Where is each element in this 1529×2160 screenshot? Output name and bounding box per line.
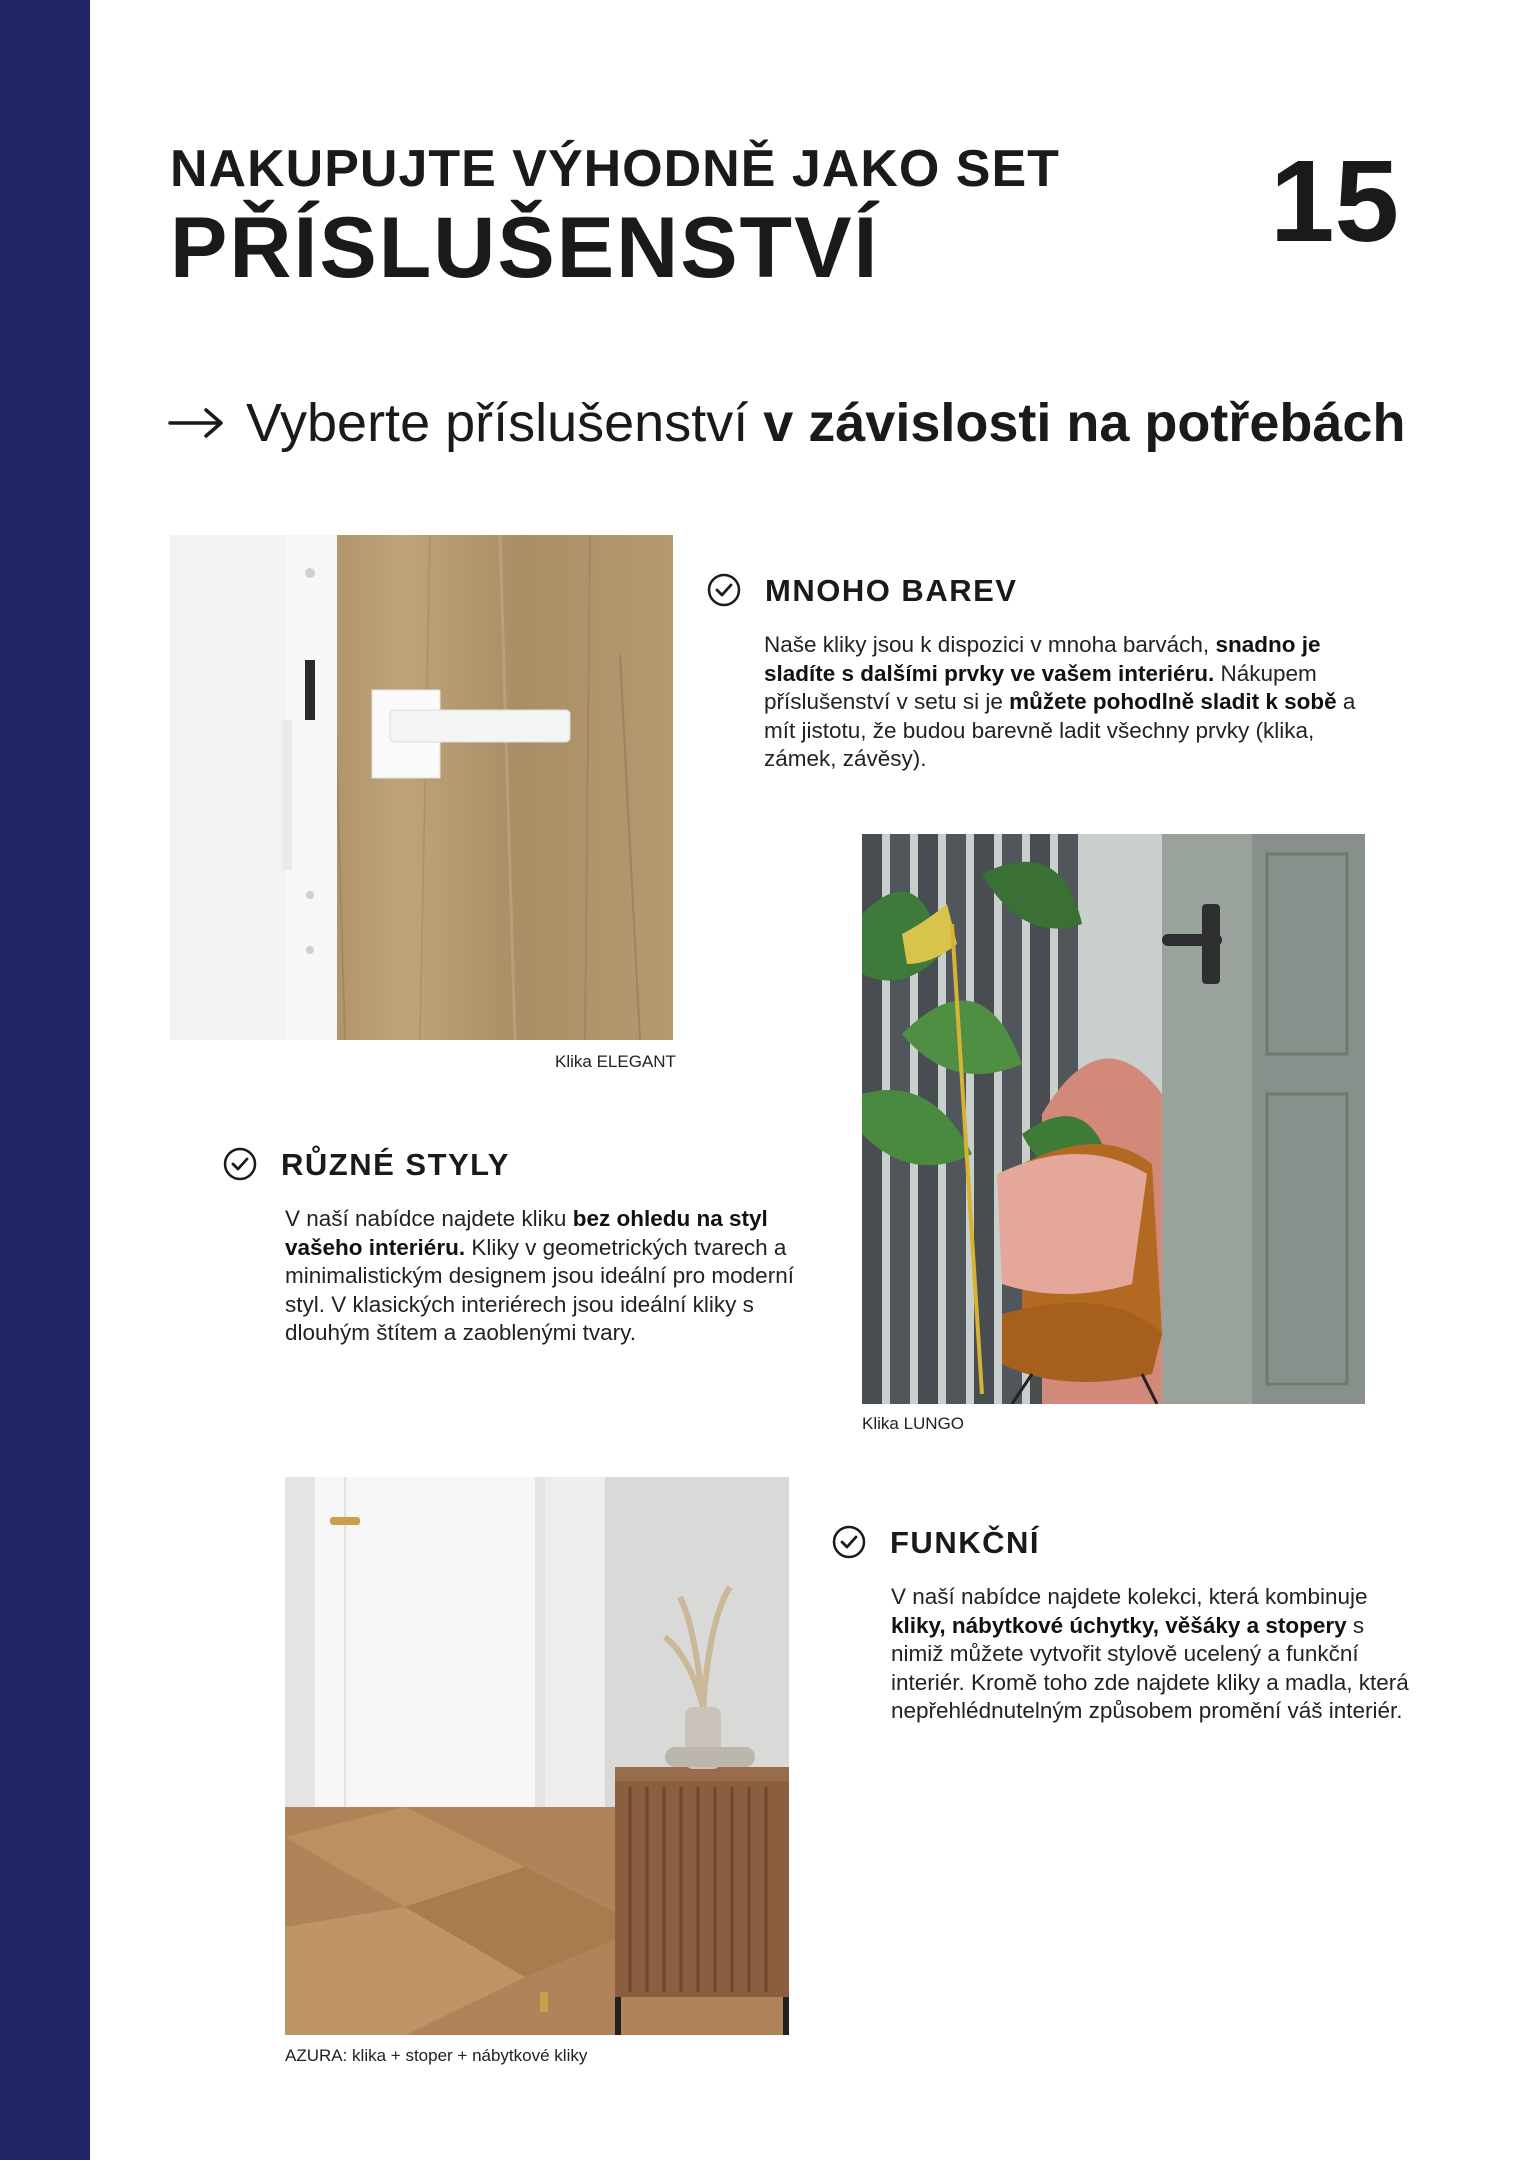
check-circle-icon [832,1525,866,1559]
tagline-bold: v závislosti na potřebách [763,393,1406,453]
check-circle-icon [223,1147,257,1181]
text-bold: snadno je sladíte s dalšími prvky ve vašem interiéru. [764,632,1321,686]
caption-azura: AZURA: klika + stoper + nábytkové kliky [285,2046,588,2065]
text-part: Nákupem příslušenství v setu si je [764,660,1317,714]
text-bold: kliky, nábytkové úchytky, věšáky a stopery [891,1612,1347,1638]
caption-klika-elegant: Klika ELEGANT [555,1052,676,1071]
feature-title-text: MNOHO BAREV [765,572,1018,608]
feature-title-text: FUNKČNÍ [890,1524,1040,1560]
text-part: Kliky v geometrických tvarech a minimalistickým designem jsou ideální pro moderní styl. V klasických interiérech jsou ideální kliky s dlouhým štítem a zaoblenými tvary. [285,1234,794,1345]
page-number: 15 [1269,136,1399,266]
text-part: V naší nabídce najdete kolekci, která kombinuje [891,1584,1368,1609]
feature-text-ruzne-styly [285,1205,815,1348]
photo-klika-lungo [862,834,1365,1404]
photo-azura [285,1477,789,2035]
arrow-right-icon [168,408,224,438]
caption-klika-lungo: Klika LUNGO [862,1414,965,1433]
photo-klika-elegant [170,535,673,1040]
door-handle-illustration [170,535,673,1040]
tagline-normal: Vyberte příslušenství [246,393,749,453]
text-part: s nimiž můžete vytvořit stylově ucelený a funkční interiér. Kromě toho zde najdete kliky a madla, která nepřehlédnutelným způsobem promění váš interiér. [891,1612,1409,1723]
feature-text-funkcni [891,1583,1411,1726]
tagline [168,393,1406,453]
interior-chair-illustration [862,834,1365,1404]
feature-text-mnoho-barev [764,631,1364,774]
text-part: V naší nabídce najdete kliku [285,1206,573,1231]
feature-title-ruzne-styly [223,1147,510,1181]
sidebar-stripe [0,0,90,2160]
text-bold: můžete pohodlně sladit k sobě [1009,689,1337,714]
feature-title-funkcni [832,1525,1040,1559]
check-circle-icon [707,573,741,607]
page-title: PŘÍSLUŠENSTVÍ [170,200,880,296]
text-bold: bez ohledu na styl vašeho interiéru. [285,1206,768,1260]
feature-title-text: RŮZNÉ STYLY [281,1146,510,1182]
feature-title-mnoho-barev [707,573,1017,607]
page-subtitle: NAKUPUJTE VÝHODNĚ JAKO SET [170,140,1060,198]
text-part: Naše kliky jsou k dispozici v mnoha barvách, [764,632,1216,657]
hallway-interior-illustration [285,1477,789,2035]
text-part: a mít jistotu, že budou barevně ladit všechny prvky (klika, zámek, závěsy). [764,689,1356,771]
